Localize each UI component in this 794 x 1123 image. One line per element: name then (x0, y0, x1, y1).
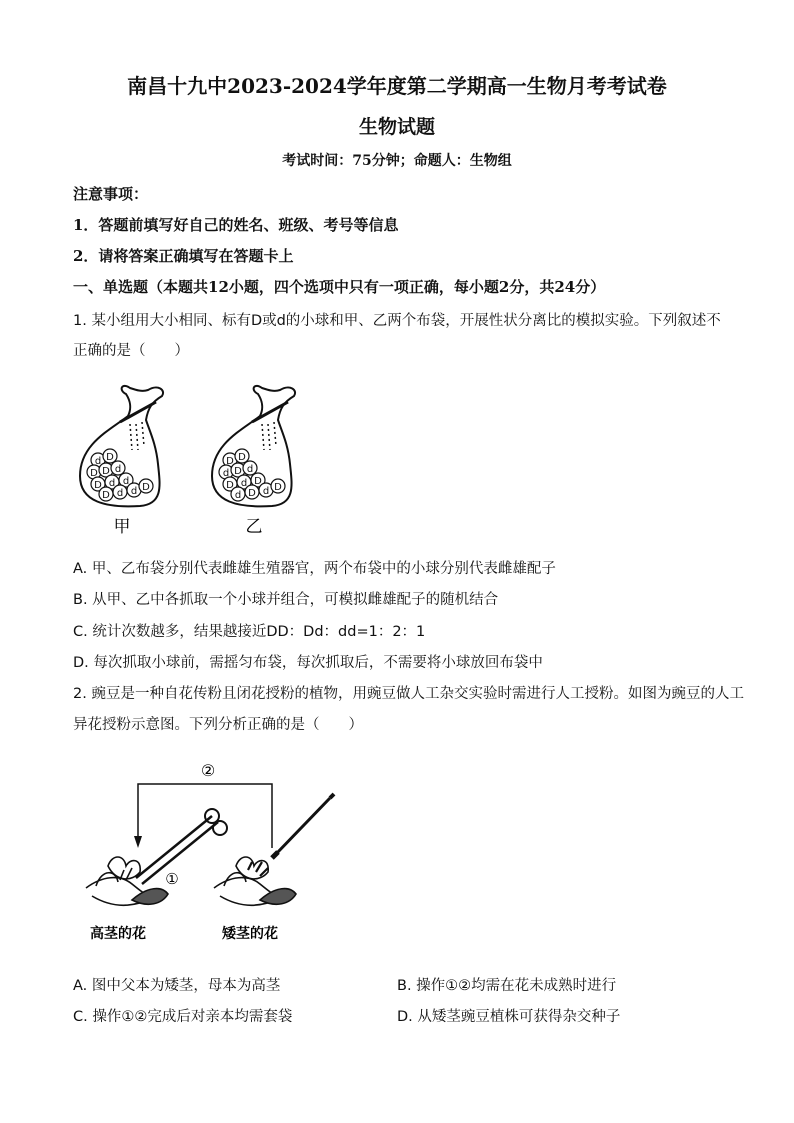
ball-label: d (246, 464, 254, 475)
q2-option-d: D. 从矮茎豌豆植株可获得杂交种子 (397, 1009, 621, 1025)
ball-label: D (142, 482, 150, 493)
flower-tall-icon (86, 857, 168, 905)
ball-label: D (226, 456, 234, 467)
q1-option-c: C. 统计次数越多，结果越接近DD：Dd：dd=1：2：1 (73, 624, 426, 640)
q1-figure-bags (70, 380, 320, 545)
q1-stem-line1: 1. 某小组用大小相同、标有D或d的小球和甲、乙两个布袋，开展性状分离比的模拟实验。下列叙述不 (73, 313, 721, 329)
page-title: 南昌十九中2023-2024学年度第二学期高一生物月考考试卷 (127, 74, 667, 98)
ball-label: D (274, 482, 282, 493)
notes-heading: 注意事项： (73, 185, 149, 203)
ball-label: d (222, 468, 230, 479)
arrow-head-icon (134, 836, 142, 848)
note-item-2: 2．请将答案正确填写在答题卡上 (73, 247, 294, 265)
ball-label: d (240, 478, 248, 489)
forceps-icon (136, 809, 227, 884)
q1-stem-line2: 正确的是（ ） (73, 343, 189, 359)
page-subtitle: 生物试题 (358, 116, 435, 138)
flower-tall-label: 高茎的花 (90, 926, 146, 942)
q2-figure-pollination (72, 758, 342, 948)
brush-icon (272, 794, 334, 858)
ball-label: D (234, 466, 242, 477)
ball-label: D (102, 466, 110, 477)
q1-option-b: B. 从甲、乙中各抓取一个小球并组合，可模拟雌雄配子的随机结合 (73, 592, 499, 608)
q2-option-a: A. 图中父本为矮茎，母本为高茎 (73, 978, 281, 994)
ball-label: d (234, 490, 242, 501)
ball-label: D (248, 488, 256, 499)
flower-short-icon (214, 857, 296, 905)
ball-label: D (102, 490, 110, 501)
q2-option-b: B. 操作①②均需在花未成熟时进行 (397, 978, 617, 994)
ball-label: d (122, 476, 130, 487)
q2-stem-line1: 2. 豌豆是一种自花传粉且闭花授粉的植物，用豌豆做人工杂交实验时需进行人工授粉。如图为豌豆的人工 (73, 686, 744, 702)
ball-label: d (108, 478, 116, 489)
ball-label: d (130, 486, 138, 497)
ball-label: D (106, 452, 114, 463)
step1-label: ① (165, 870, 179, 888)
step2-label: ② (200, 761, 216, 780)
note-item-1: 1．答题前填写好自己的姓名、班级、考号等信息 (73, 216, 399, 234)
ball-label: D (238, 452, 246, 463)
ball-label: D (226, 480, 234, 491)
ball-label: d (262, 486, 270, 497)
bag-right-label: 乙 (245, 517, 263, 537)
ball-label: d (114, 464, 122, 475)
q1-option-d: D. 每次抓取小球前，需摇匀布袋，每次抓取后，不需要将小球放回布袋中 (73, 655, 543, 671)
ball-label: D (94, 480, 102, 491)
q1-option-a: A. 甲、乙布袋分别代表雌雄生殖器官，两个布袋中的小球分别代表雌雄配子 (73, 561, 556, 577)
ball-label: d (94, 456, 102, 467)
ball-label: d (116, 488, 124, 499)
q2-stem-line2: 异花授粉示意图。下列分析正确的是（ ） (73, 717, 363, 733)
bag-left-label: 甲 (113, 517, 131, 537)
section-heading: 一、单选题（本题共12小题，四个选项中只有一项正确，每小题2分，共24分） (73, 278, 606, 296)
flower-short-label: 矮茎的花 (222, 926, 278, 942)
exam-meta: 考试时间：75分钟；命题人：生物组 (282, 153, 512, 169)
ball-label: D (254, 476, 262, 487)
q2-option-c: C. 操作①②完成后对亲本均需套袋 (73, 1009, 293, 1025)
ball-label: D (90, 468, 98, 479)
